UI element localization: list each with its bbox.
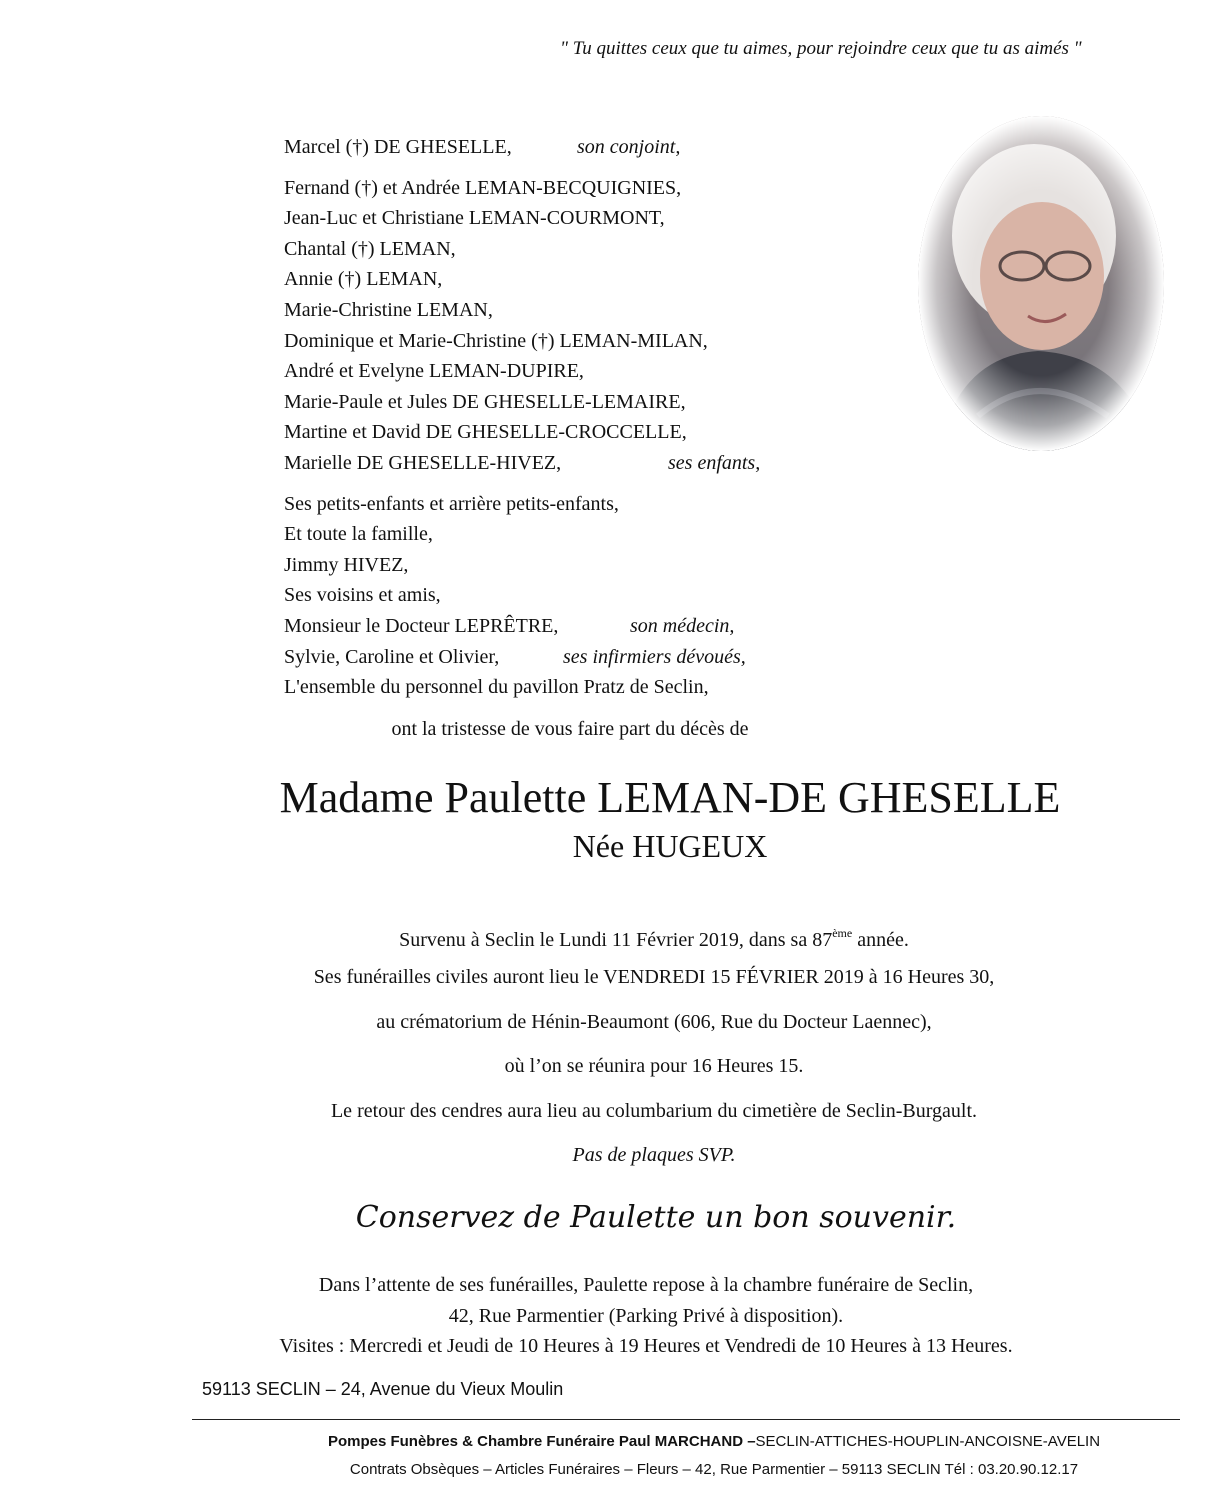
visitation-line: Visites : Mercredi et Jeudi de 10 Heures à 19 Heures et Vendredi de 10 Heures à 13 Heures. [279, 1335, 1013, 1357]
family-row-child: Marie-Christine LEMAN, [284, 298, 493, 321]
family-row-nurses [284, 642, 904, 673]
funeral-line: Le retour des cendres aura lieu au columbarium du cimetière de Seclin-Burgault. [330, 1099, 978, 1122]
family-row-doctor [284, 611, 904, 642]
family-row-other: Jimmy HIVEZ, [284, 553, 409, 576]
portrait-photo [918, 116, 1164, 451]
family-row-other: Ses petits-enfants et arrière petits-enfants, [284, 492, 619, 515]
footer [0, 1428, 1214, 1484]
announcement-intro: ont la tristesse de vous faire part du décès de [391, 718, 749, 740]
doctor-role: son médecin, [630, 614, 735, 637]
portrait-image [918, 116, 1164, 451]
funeral-line: où l’on se réunira pour 16 Heures 15. [504, 1055, 804, 1078]
funeral-details [0, 916, 1214, 1182]
deceased-name: Madame Paulette LEMAN-DE GHESELLE [279, 773, 1061, 822]
company-address: 59113 SECLIN – 24, Avenue du Vieux Moulin [202, 1379, 564, 1399]
footer-divider [192, 1419, 1180, 1420]
footer-services-line: Contrats Obsèques – Articles Funéraires – Fleurs – 42, Rue Parmentier – 59113 SECLIN Tél : 03.20.90.12.17 [349, 1461, 1079, 1478]
family-row-child: Jean-Luc et Christiane LEMAN-COURMONT, [284, 207, 665, 230]
company-towns: SECLIN-ATTICHES-HOUPLIN-ANCOISNE-AVELIN [755, 1433, 1101, 1450]
no-plaques-note: Pas de plaques SVP. [572, 1143, 736, 1166]
doctor-name: Monsieur le Docteur LEPRÊTRE, [284, 614, 559, 637]
visitation-line: 42, Rue Parmentier (Parking Privé à disposition). [448, 1304, 844, 1327]
family-row-other: Et toute la famille, [284, 523, 433, 546]
nurses-role: ses infirmiers dévoués, [563, 645, 746, 668]
family-row-child: Martine et David DE GHESELLE-CROCCELLE, [284, 421, 687, 444]
visitation-line: Dans l’attente de ses funérailles, Paulette repose à la chambre funéraire de Seclin, [318, 1274, 974, 1296]
family-row-child: Chantal (†) LEMAN, [284, 237, 456, 260]
maiden-name: Née HUGEUX [572, 828, 768, 864]
nurses-name: Sylvie, Caroline et Olivier, [284, 645, 500, 668]
spouse-name: Marcel (†) DE GHESELLE, [284, 136, 512, 158]
family-row-child: André et Evelyne LEMAN-DUPIRE, [284, 360, 584, 383]
funeral-line: Ses funérailles civiles auront lieu le VENDREDI 15 FÉVRIER 2019 à 16 Heures 30, [313, 966, 995, 989]
funeral-line: au crématorium de Hénin-Beaumont (606, Rue du Docteur Laennec), [376, 1010, 932, 1033]
epigraph-quote: " Tu quittes ceux que tu aimes, pour rejoindre ceux que tu as aimés " [560, 38, 1082, 59]
family-row-child: Dominique et Marie-Christine (†) LEMAN-MILAN, [284, 329, 708, 352]
family-list [284, 132, 904, 703]
spouse-role: son conjoint, [577, 136, 681, 158]
family-row-other: Ses voisins et amis, [284, 584, 441, 607]
family-row-child-last [284, 448, 904, 479]
footer-company-line [0, 1428, 1214, 1456]
company-name: Pompes Funèbres & Chambre Funéraire Paul MARCHAND – [327, 1433, 756, 1450]
keep-memory-line: Conservez de Paulette un bon souvenir. [355, 1200, 957, 1235]
death-line: Survenu à Seclin le Lundi 11 Février 2019, dans sa 87ème année. [399, 926, 909, 951]
child-name: Marielle DE GHESELLE-HIVEZ, [284, 451, 562, 474]
family-row-child: Annie (†) LEMAN, [284, 268, 443, 291]
visitation-info [0, 1270, 1214, 1362]
family-row-staff: L'ensemble du personnel du pavillon Pratz de Seclin, [284, 676, 709, 699]
family-row-child: Marie-Paule et Jules DE GHESELLE-LEMAIRE, [284, 390, 686, 413]
children-role: ses enfants, [668, 451, 761, 474]
family-row-child: Fernand (†) et Andrée LEMAN-BECQUIGNIES, [284, 176, 682, 199]
family-row-spouse [284, 132, 904, 163]
